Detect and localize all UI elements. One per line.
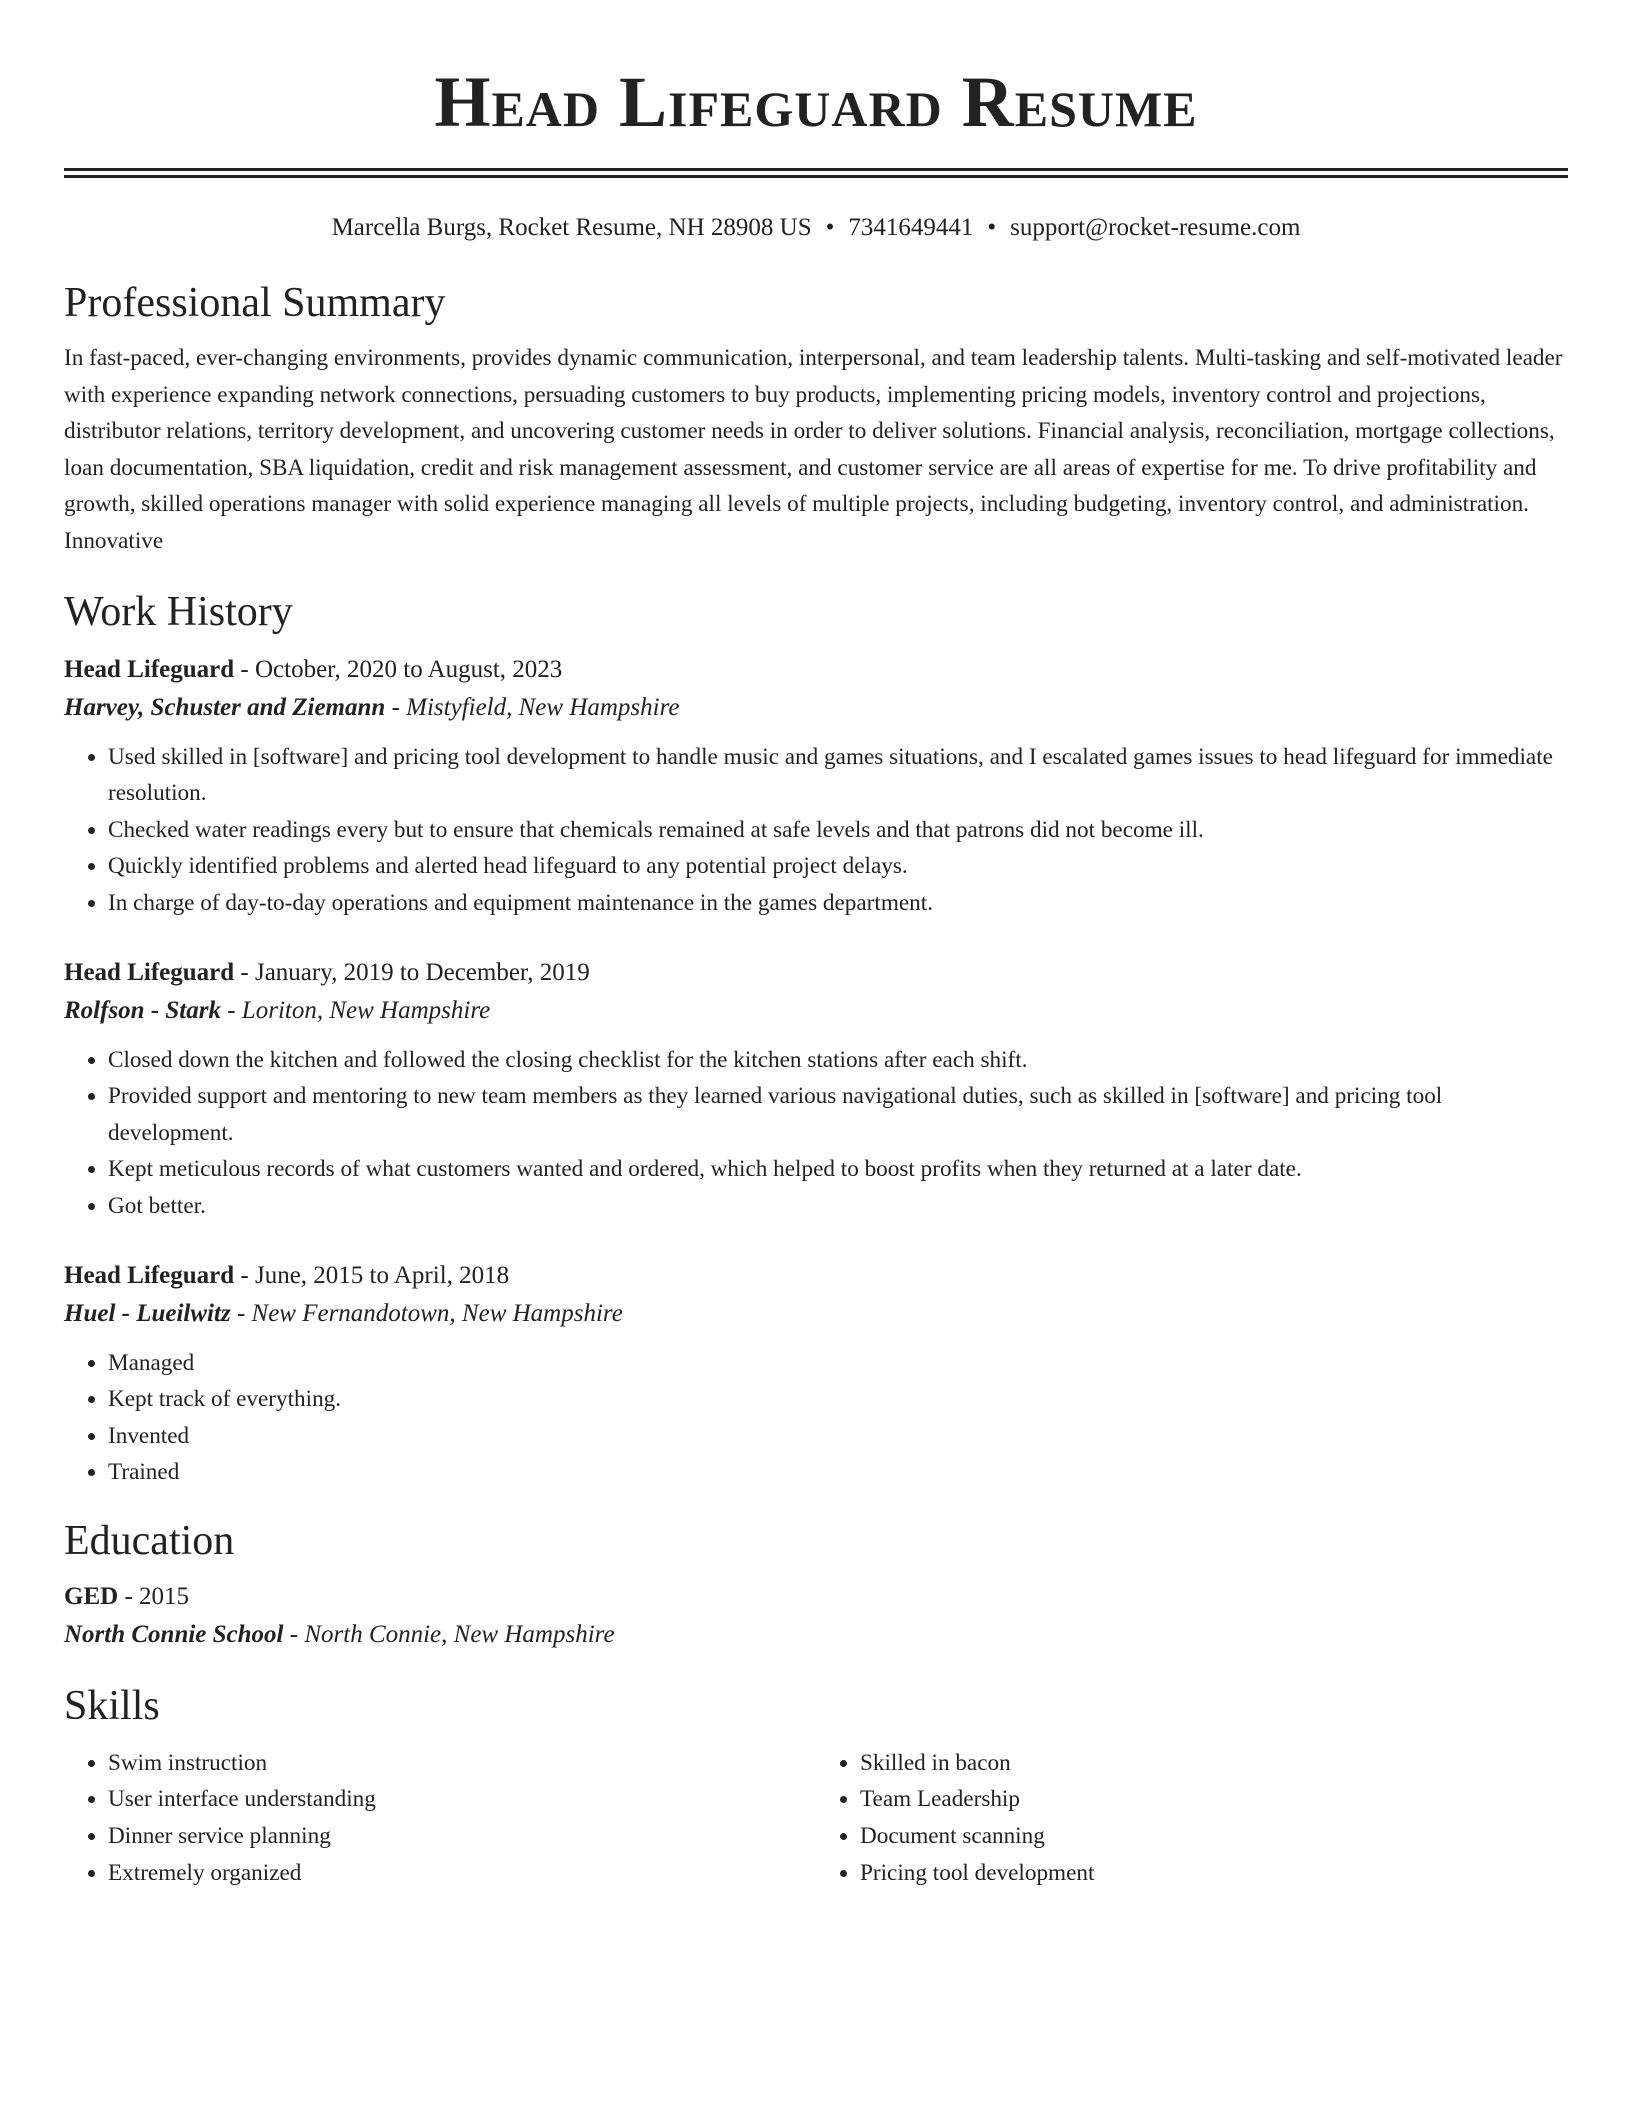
work-history-section — [64, 587, 1568, 1491]
skills-section — [64, 1681, 1568, 1891]
job-company: Harvey, Schuster and Ziemann — [64, 693, 386, 721]
skill-item: • Team Leadership — [860, 1781, 1568, 1818]
job-company: Huel - Lueilwitz — [64, 1299, 231, 1327]
skill-item: • Pricing tool development — [860, 1855, 1568, 1892]
job-dates: - October, 2020 to August, 2023 — [234, 655, 563, 683]
skill-item: • Skilled in bacon — [860, 1745, 1568, 1782]
list-item: • Kept track of everything. — [108, 1381, 1568, 1418]
job-entry — [64, 651, 1568, 922]
skill-item: • Dinner service planning — [108, 1818, 816, 1855]
job-company-line — [64, 689, 1568, 727]
contact-separator: • — [987, 214, 997, 241]
skill-item: • Swim instruction — [108, 1745, 816, 1782]
skill-item: • Extremely organized — [108, 1855, 816, 1892]
job-title-line — [64, 1257, 1568, 1295]
skills-list-right — [816, 1745, 1568, 1891]
section-heading-education: Education — [64, 1517, 235, 1564]
education-location: - North Connie, New Hampshire — [283, 1620, 615, 1648]
job-title-line — [64, 954, 1568, 992]
title-double-rule — [64, 168, 1568, 178]
contact-line — [64, 212, 1568, 244]
job-location: - Loriton, New Hampshire — [220, 996, 491, 1024]
skills-grid — [64, 1745, 1568, 1891]
section-heading-skills: Skills — [64, 1682, 160, 1729]
list-item: • Invented — [108, 1418, 1568, 1455]
list-item: • Trained — [108, 1454, 1568, 1491]
job-title: Head Lifeguard — [64, 655, 235, 683]
section-heading-work: Work History — [64, 588, 293, 635]
education-degree-line — [64, 1578, 1568, 1616]
list-item: • Kept meticulous records of what customers wanted and ordered, which helped to boost profits when they returned at a later date. — [108, 1151, 1568, 1188]
skill-item: • Document scanning — [860, 1818, 1568, 1855]
education-section — [64, 1516, 1568, 1654]
summary-text: In fast-paced, ever-changing environments, provides dynamic communication, interpersonal, and team leadership talents. Multi-tasking and self-motivated leader with experience expanding network connections, persuading customers to buy products, implementing pricing models, inventory control and projections, distributor relations, territory development, and uncovering customer needs in order to deliver solutions. Financial analysis, reconciliation, mortgage collections, loan documentation, SBA liquidation, credit and risk management assessment, and customer service are all areas of expertise for me. To drive profitability and growth, skilled operations manager with solid experience managing all levels of multiple projects, including budgeting, inventory control, and administration. Innovative — [64, 345, 1563, 554]
job-bullets — [64, 1042, 1568, 1225]
job-location: - Mistyfield, New Hampshire — [385, 693, 680, 721]
list-item: • Closed down the kitchen and followed the closing checklist for the kitchen stations after each shift. — [108, 1042, 1568, 1079]
list-item: • In charge of day-to-day operations and equipment maintenance in the games department. — [108, 885, 1568, 922]
job-dates: - January, 2019 to December, 2019 — [234, 958, 590, 986]
skill-item: • User interface understanding — [108, 1781, 816, 1818]
list-item: • Managed — [108, 1345, 1568, 1382]
list-item: • Provided support and mentoring to new team members as they learned various navigational duties, such as skilled in [software] and pricing tool development. — [108, 1078, 1568, 1151]
job-company-line — [64, 1295, 1568, 1333]
list-item: • Quickly identified problems and alerted head lifeguard to any potential project delays. — [108, 848, 1568, 885]
job-entry — [64, 954, 1568, 1225]
job-entry — [64, 1257, 1568, 1491]
job-title-line — [64, 651, 1568, 689]
education-school-line — [64, 1616, 1568, 1654]
job-company-line — [64, 992, 1568, 1030]
job-title: Head Lifeguard — [64, 1261, 235, 1289]
education-degree: GED — [64, 1582, 119, 1610]
education-school: North Connie School — [64, 1620, 284, 1648]
job-bullets — [64, 1345, 1568, 1491]
resume-title: Head Lifeguard Resume — [434, 62, 1198, 142]
skills-list-left — [64, 1745, 816, 1891]
education-year: - 2015 — [118, 1582, 190, 1610]
section-heading-summary: Professional Summary — [64, 280, 446, 326]
contact-address: Marcella Burgs, Rocket Resume, NH 28908 US — [331, 214, 812, 241]
job-dates: - June, 2015 to April, 2018 — [234, 1261, 510, 1289]
professional-summary-section — [64, 278, 1568, 560]
contact-email: support@rocket-resume.com — [1010, 214, 1301, 241]
contact-separator: • — [825, 214, 835, 241]
contact-phone: 7341649441 — [848, 214, 974, 241]
list-item: • Got better. — [108, 1188, 1568, 1225]
list-item: • Used skilled in [software] and pricing tool development to handle music and games situations, and I escalated games issues to head lifeguard for immediate resolution. — [108, 739, 1568, 812]
job-bullets — [64, 739, 1568, 922]
job-location: - New Fernandotown, New Hampshire — [230, 1299, 623, 1327]
job-company: Rolfson - Stark — [64, 996, 221, 1024]
job-title: Head Lifeguard — [64, 958, 235, 986]
list-item: • Checked water readings every but to ensure that chemicals remained at safe levels and that patrons did not become ill. — [108, 812, 1568, 849]
